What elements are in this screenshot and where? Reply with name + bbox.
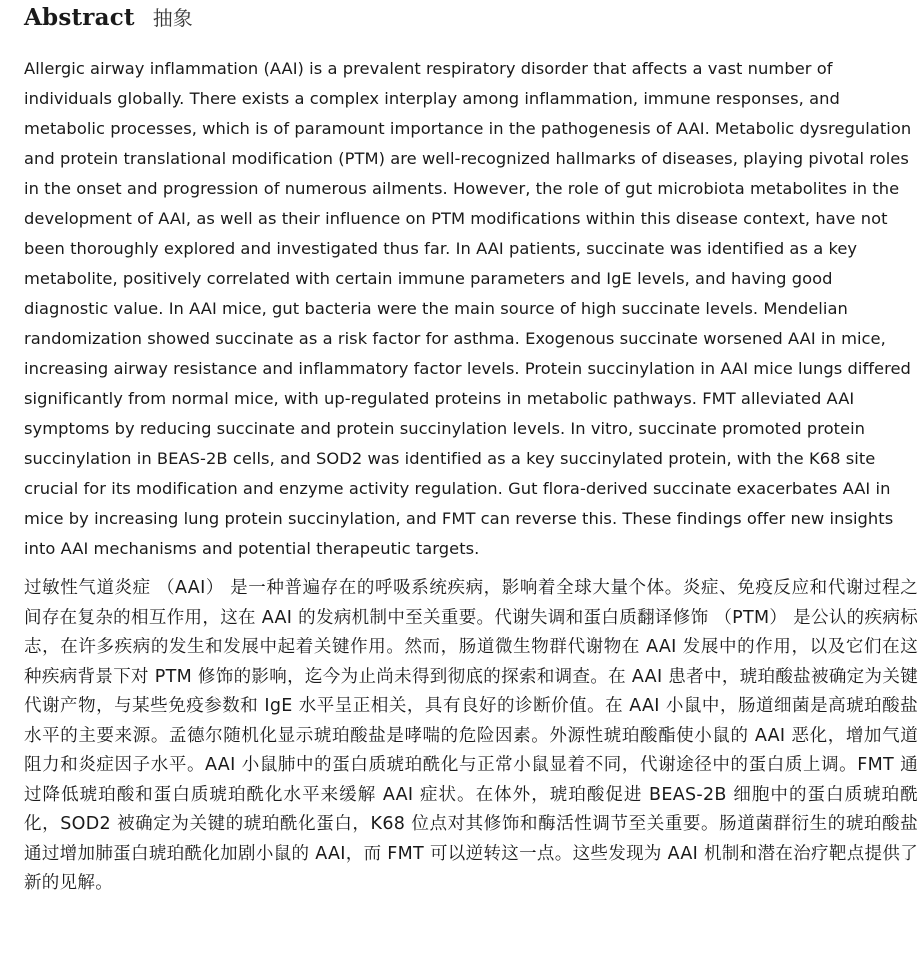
abstract-title-zh: 抽象 bbox=[152, 6, 193, 30]
abstract-title-en: Abstract bbox=[24, 4, 135, 31]
abstract-heading bbox=[24, 0, 918, 37]
abstract-chinese-paragraph: 过敏性气道炎症 （AAI） 是一种普遍存在的呼吸系统疾病，影响着全球大量个体。炎症、免疫反应和代谢过程之间存在复杂的相互作用，这在 AAI 的发病机制中至关重要。代谢失调和蛋白质翻译修饰 （PTM） 是公认的疾病标志，在许多疾病的发生和发展中起着关键作用。然而，肠道微生物群代谢物在 AAI 发展中的作用，以及它们在这种疾病背景下对 PTM 修饰的影响，迄今为止尚未得到彻底的探索和调查。在 AAI 患者中，琥珀酸盐被确定为关键代谢产物，与某些免疫参数和 IgE 水平呈正相关，具有良好的诊断价值。在 AAI 小鼠中，肠道细菌是高琥珀酸盐水平的主要来源。孟德尔随机化显示琥珀酸盐是哮喘的危险因素。外源性琥珀酸酯使小鼠的 AAI 恶化，增加气道阻力和炎症因子水平。AAI 小鼠肺中的蛋白质琥珀酰化与正常小鼠显着不同，代谢途径中的蛋白质上调。FMT 通过降低琥珀酸和蛋白质琥珀酰化水平来缓解 AAI 症状。在体外，琥珀酸促进 BEAS-2B 细胞中的蛋白质琥珀酰化，SOD2 被确定为关键的琥珀酰化蛋白，K68 位点对其修饰和酶活性调节至关重要。肠道菌群衍生的琥珀酸盐通过增加肺蛋白琥珀酰化加剧小鼠的 AAI，而 FMT 可以逆转这一点。这些发现为 AAI 机制和潜在治疗靶点提供了新的见解。 bbox=[24, 578, 918, 893]
abstract-english-paragraph: Allergic airway inflammation (AAI) is a prevalent respiratory disorder that affects a vast number of individuals globally. There exists a complex interplay among inflammation, immune responses, and metabolic processes, which is of paramount importance in the pathogenesis of AAI. Metabolic dysregulation and protein translational modification (PTM) are well-recognized hallmarks of diseases, playing pivotal roles in the onset and progression of numerous ailments. However, the role of gut microbiota metabolites in the development of AAI, as well as their influence on PTM modifications within this disease context, have not been thoroughly explored and investigated thus far. In AAI patients, succinate was identified as a key metabolite, positively correlated with certain immune parameters and IgE levels, and having good diagnostic value. In AAI mice, gut bacteria were the main source of high succinate levels. Mendelian randomization showed succinate as a risk factor for asthma. Exogenous succinate worsened AAI in mice, increasing airway resistance and inflammatory factor levels. Protein succinylation in AAI mice lungs differed significantly from normal mice, with up-regulated proteins in metabolic pathways. FMT alleviated AAI symptoms by reducing succinate and protein succinylation levels. In vitro, succinate promoted protein succinylation in BEAS-2B cells, and SOD2 was identified as a key succinylated protein, with the K68 site crucial for its modification and enzyme activity regulation. Gut flora-derived succinate exacerbates AAI in mice by increasing lung protein succinylation, and FMT can reverse this. These findings offer new insights into AAI mechanisms and potential therapeutic targets. bbox=[24, 59, 912, 558]
